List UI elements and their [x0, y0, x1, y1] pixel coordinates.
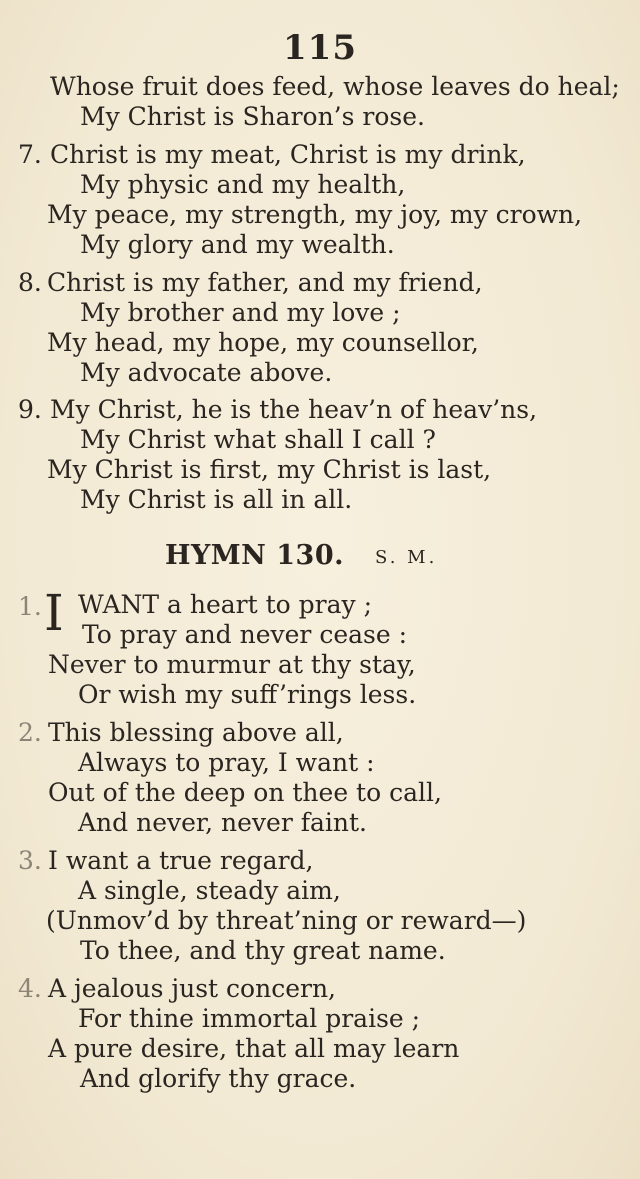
verse-line: My brother and my love ;: [80, 298, 401, 327]
drop-cap: I: [44, 584, 64, 642]
verse-line: My Christ is first, my Christ is last,: [47, 455, 492, 484]
verse-number: 4.: [18, 974, 42, 1003]
verse-number: 7.: [18, 140, 42, 169]
verse-line: My Christ, he is the heav’n of heav’ns,: [50, 395, 538, 424]
verse-line: To pray and never cease :: [82, 620, 408, 649]
verse-line: WANT a heart to pray ;: [78, 590, 372, 619]
verse-line: My glory and my wealth.: [80, 230, 395, 259]
verse-number: 1.: [18, 592, 42, 621]
verse-line: I want a true regard,: [48, 846, 314, 875]
verse-number: 8.: [18, 268, 42, 297]
verse-line: My peace, my strength, my joy, my crown,: [47, 200, 583, 229]
verse-number: 2.: [18, 718, 42, 747]
verse-line: My Christ is Sharon’s rose.: [80, 102, 425, 131]
verse-line: My head, my hope, my counsellor,: [47, 328, 479, 357]
hymn-title: HYMN 130.: [165, 540, 345, 571]
verse-line: For thine immortal praise ;: [78, 1004, 421, 1033]
verse-line: A jealous just concern,: [48, 974, 337, 1003]
verse-line: To thee, and thy great name.: [80, 936, 446, 965]
verse-line: Christ is my father, and my friend,: [47, 268, 483, 297]
verse-line: Always to pray, I want :: [78, 748, 375, 777]
hymn-meter: S. M.: [375, 547, 438, 568]
verse-line: My physic and my health,: [80, 170, 406, 199]
verse-line: (Unmov’d by threat’ning or reward—): [46, 906, 527, 935]
verse-line: And never, never faint.: [78, 808, 367, 837]
verse-number: 3.: [18, 846, 42, 875]
verse-line: A pure desire, that all may learn: [48, 1034, 460, 1063]
verse-line: My Christ what shall I call ?: [80, 425, 436, 454]
verse-line: This blessing above all,: [48, 718, 344, 747]
page-number: 115: [283, 28, 357, 68]
verse-line: Or wish my suff’rings less.: [78, 680, 417, 709]
verse-line: Never to murmur at thy stay,: [48, 650, 416, 679]
verse-line: My advocate above.: [80, 358, 333, 387]
verse-line: Whose fruit does feed, whose leaves do heal;: [50, 72, 620, 101]
verse-line: My Christ is all in all.: [80, 485, 353, 514]
verse-line: And glorify thy grace.: [80, 1064, 357, 1093]
verse-line: Out of the deep on thee to call,: [48, 778, 442, 807]
verse-line: A single, steady aim,: [78, 876, 341, 905]
verse-line: Christ is my meat, Christ is my drink,: [50, 140, 526, 169]
verse-number: 9.: [18, 395, 42, 424]
